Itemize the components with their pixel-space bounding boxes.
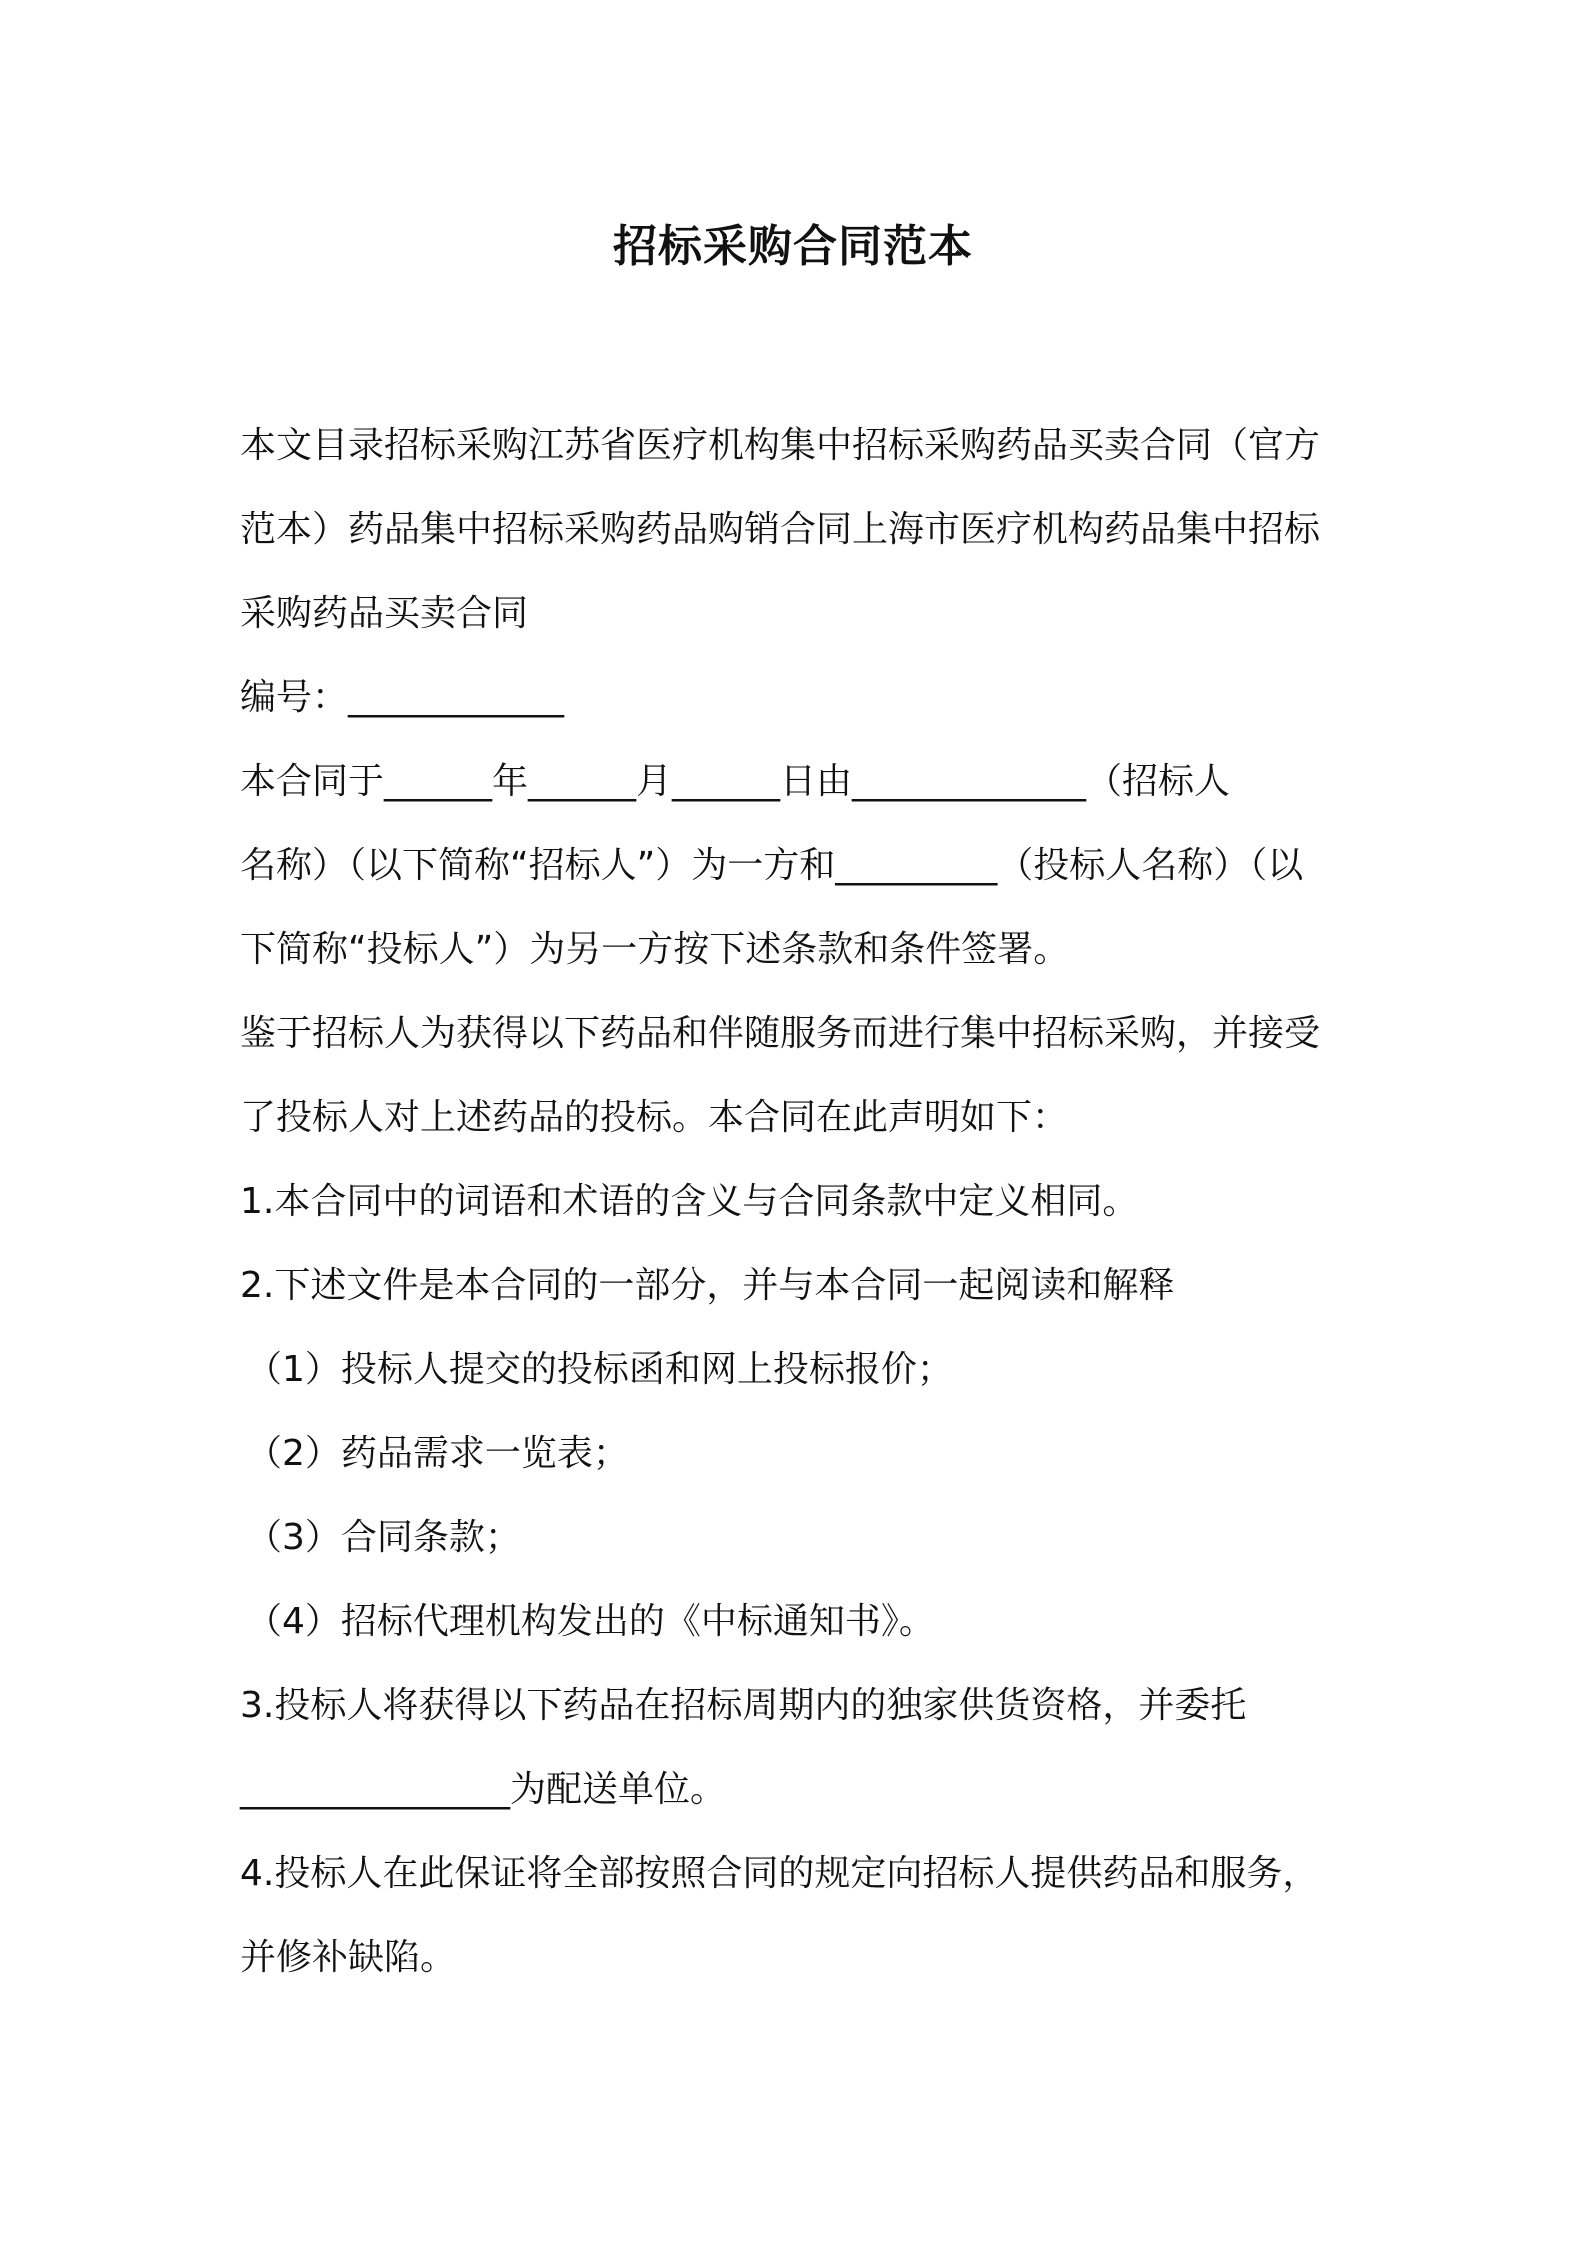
clause-3-continued: _______________为配送单位。 bbox=[240, 1769, 727, 1810]
clause-4-continued: 并修补缺陷。 bbox=[240, 1937, 457, 1978]
clause-1: 1.本合同中的词语和术语的含义与合同条款中定义相同。 bbox=[240, 1181, 1139, 1222]
sub-item-2: （2）药品需求一览表； bbox=[246, 1433, 629, 1474]
paragraph-line: 采购药品买卖合同 bbox=[240, 593, 529, 634]
paragraph-line: 下简称“投标人”）为另一方按下述条款和条件签署。 bbox=[240, 929, 1070, 970]
paragraph-line: 名称）（以下简称“招标人”）为一方和_________（投标人名称）（以 bbox=[240, 845, 1304, 886]
paragraph-line: 范本）药品集中招标采购药品购销合同上海市医疗机构药品集中招标 bbox=[240, 509, 1321, 550]
clause-4: 4.投标人在此保证将全部按照合同的规定向招标人提供药品和服务， bbox=[240, 1853, 1319, 1894]
sub-item-1: （1）投标人提交的投标函和网上投标报价； bbox=[246, 1349, 953, 1390]
paragraph-line: 本合同于______年______月______日由_____________（招标人 bbox=[240, 761, 1231, 802]
paragraph-line: 鉴于招标人为获得以下药品和伴随服务而进行集中招标采购，并接受 bbox=[240, 1013, 1321, 1054]
paragraph-line: 本文目录招标采购江苏省医疗机构集中招标采购药品买卖合同（官方 bbox=[240, 425, 1321, 466]
document-title: 招标采购合同范本 bbox=[613, 221, 973, 272]
sub-item-3: （3）合同条款； bbox=[246, 1517, 521, 1558]
clause-3: 3.投标人将获得以下药品在招标周期内的独家供货资格，并委托 bbox=[240, 1685, 1247, 1726]
contract-number-line: 编号：____________ bbox=[240, 677, 565, 718]
clause-2: 2.下述文件是本合同的一部分，并与本合同一起阅读和解释 bbox=[240, 1265, 1175, 1306]
sub-item-4: （4）招标代理机构发出的《中标通知书》。 bbox=[246, 1601, 935, 1642]
document-body bbox=[240, 404, 1360, 2000]
paragraph-line: 了投标人对上述药品的投标。本合同在此声明如下： bbox=[240, 1097, 1069, 1138]
